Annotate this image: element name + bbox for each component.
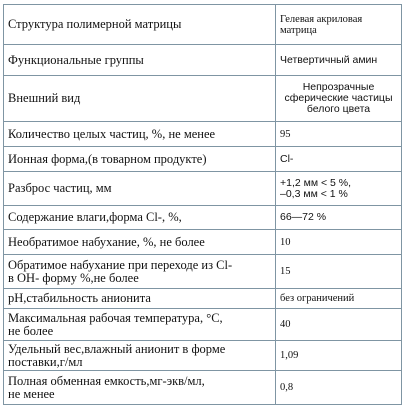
table-row <box>4 255 402 289</box>
table-row <box>4 341 402 371</box>
label-text: Количество целых частиц, %, не менее <box>8 126 216 141</box>
table-row <box>4 309 402 341</box>
table-row <box>4 5 402 45</box>
table-row <box>4 206 402 230</box>
table-row <box>4 122 402 147</box>
property-label <box>4 255 276 289</box>
table-row <box>4 172 402 206</box>
property-value <box>276 255 402 289</box>
property-label <box>4 172 276 206</box>
property-label <box>4 230 276 255</box>
property-label <box>4 147 276 172</box>
table-row <box>4 289 402 309</box>
value-text: 1,09 <box>280 350 299 361</box>
property-value <box>276 5 402 45</box>
value-text: Гелевая акриловая матрица <box>280 13 363 36</box>
label-text: Полная обменная емкость,мг-экв/мл, не менее <box>8 373 205 401</box>
property-label <box>4 5 276 45</box>
value-text: Cl- <box>280 152 294 165</box>
property-value <box>276 147 402 172</box>
property-value <box>276 341 402 371</box>
label-text: Внешний вид <box>8 91 81 105</box>
label-text: Функциональные группы <box>8 52 144 67</box>
value-text: 15 <box>280 266 291 277</box>
table-row <box>4 45 402 76</box>
value-text: 10 <box>280 236 291 248</box>
value-text: +1,2 мм < 5 %, –0,3 мм < 1 % <box>280 176 352 200</box>
label-text: Разброс частиц, мм <box>8 181 112 195</box>
value-text: без ограничений <box>280 293 355 304</box>
value-text: 95 <box>280 128 291 140</box>
property-label <box>4 206 276 230</box>
specification-table <box>3 4 402 405</box>
value-text: Непрозрачные сферические частицы белого цвета <box>284 81 393 115</box>
value-text: Четвертичный амин <box>280 53 378 66</box>
property-value <box>276 122 402 147</box>
label-text: Удельный вес,влажный анионит в форме поставки,г/мл <box>8 341 226 369</box>
label-text: Максимальная рабочая температура, °C, не более <box>8 310 223 338</box>
label-text: Необратимое набухание, %, не более <box>8 234 205 249</box>
property-label <box>4 309 276 341</box>
label-text: Структура полимерной матрицы <box>8 17 182 31</box>
property-value <box>276 230 402 255</box>
table-row <box>4 371 402 405</box>
label-text: Обратимое набухание при переходе из Cl- в OH- форму %,не более <box>8 257 233 285</box>
property-value <box>276 289 402 309</box>
label-text: pH,стабильность анионита <box>8 291 151 305</box>
property-value <box>276 206 402 230</box>
table-row <box>4 230 402 255</box>
table-row <box>4 76 402 122</box>
property-value <box>276 309 402 341</box>
table-row <box>4 147 402 172</box>
property-label <box>4 122 276 147</box>
label-text: Ионная форма,(в товарном продукте) <box>8 151 207 166</box>
property-value <box>276 76 402 122</box>
property-label <box>4 289 276 309</box>
value-text: 66—72 % <box>280 211 327 223</box>
property-value <box>276 172 402 206</box>
property-label <box>4 371 276 405</box>
property-value <box>276 371 402 405</box>
label-text: Содержание влаги,форма Cl-, %, <box>8 210 182 224</box>
property-label <box>4 76 276 122</box>
property-label <box>4 341 276 371</box>
property-value <box>276 45 402 76</box>
value-text: 40 <box>280 319 291 330</box>
property-label <box>4 45 276 76</box>
value-text: 0,8 <box>280 382 294 393</box>
